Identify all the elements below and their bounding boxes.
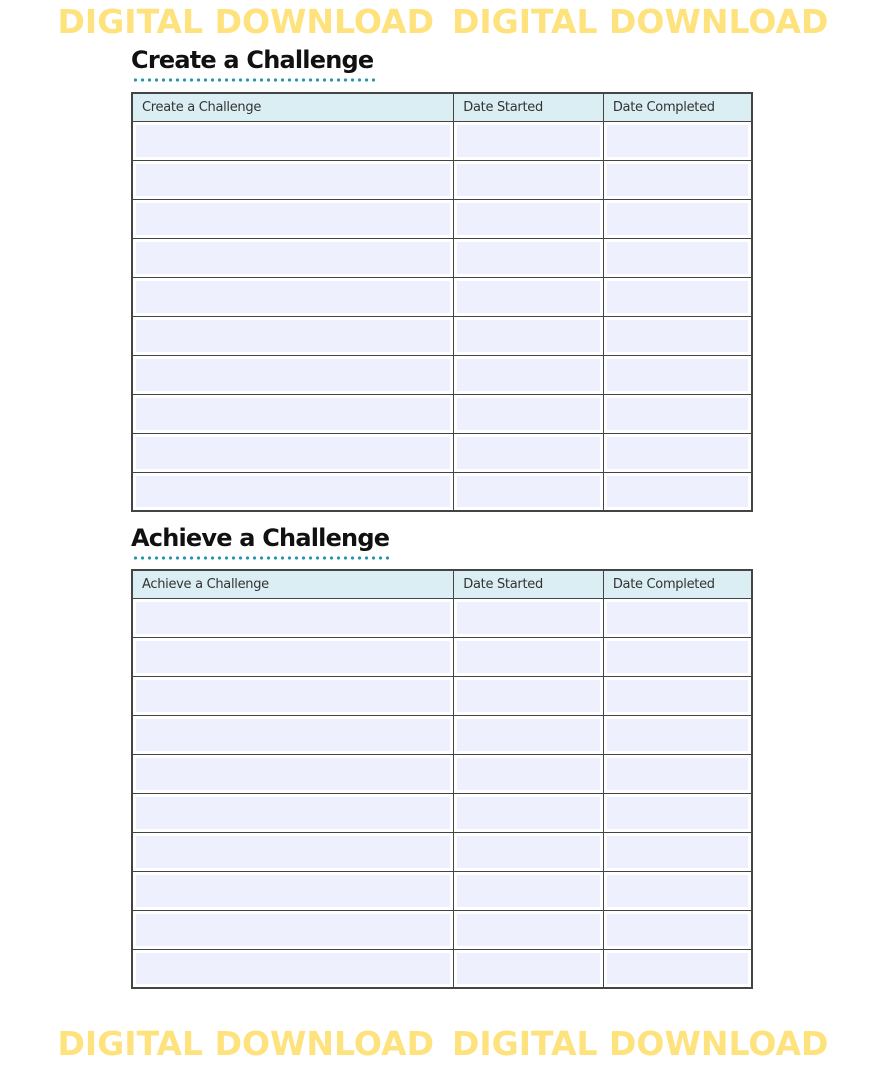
challenge-field[interactable] [136, 437, 450, 469]
watermark-text: DIGITAL DOWNLOAD [57, 2, 434, 41]
table-cell [454, 277, 604, 316]
table-cell [454, 910, 604, 949]
date-started-field[interactable] [457, 719, 600, 751]
challenge-field[interactable] [136, 875, 450, 907]
table-cell [603, 793, 752, 832]
achieve-challenge-table [131, 569, 753, 989]
table-cell [454, 433, 604, 472]
table-cell [603, 160, 752, 199]
challenge-field[interactable] [136, 125, 450, 157]
date-started-field[interactable] [457, 320, 600, 352]
challenge-field[interactable] [136, 203, 450, 235]
table-row [132, 715, 752, 754]
table-row [132, 121, 752, 160]
challenge-field[interactable] [136, 242, 450, 274]
table-cell [132, 238, 454, 277]
table-cell [603, 277, 752, 316]
table-cell [454, 949, 604, 988]
table-cell [454, 355, 604, 394]
watermark-top [0, 2, 886, 41]
table-cell [454, 472, 604, 511]
date-started-field[interactable] [457, 203, 600, 235]
table-row [132, 394, 752, 433]
watermark-text: DIGITAL DOWNLOAD [452, 2, 829, 41]
table-header-row [132, 570, 752, 598]
table-row [132, 238, 752, 277]
table-row [132, 199, 752, 238]
table-cell [454, 793, 604, 832]
watermark-bottom [0, 1024, 886, 1063]
table-cell [132, 910, 454, 949]
challenge-field[interactable] [136, 953, 450, 985]
challenge-field[interactable] [136, 602, 450, 634]
table-cell [132, 355, 454, 394]
table-cell [454, 637, 604, 676]
date-started-field[interactable] [457, 875, 600, 907]
challenge-field[interactable] [136, 719, 450, 751]
date-completed-field[interactable] [607, 320, 748, 352]
section-title-create: Create a Challenge [131, 46, 373, 78]
section-title-achieve: Achieve a Challenge [131, 524, 389, 556]
table-cell [132, 871, 454, 910]
table-row [132, 472, 752, 511]
table-row [132, 754, 752, 793]
date-completed-field[interactable] [607, 125, 748, 157]
table-cell [603, 754, 752, 793]
table-cell [132, 121, 454, 160]
table-cell [132, 754, 454, 793]
table-header-row [132, 93, 752, 121]
table-cell [603, 910, 752, 949]
table-cell [132, 433, 454, 472]
table-cell [132, 277, 454, 316]
date-started-field[interactable] [457, 914, 600, 946]
date-started-field[interactable] [457, 359, 600, 391]
table-cell [603, 355, 752, 394]
date-completed-field[interactable] [607, 398, 748, 430]
date-completed-field[interactable] [607, 797, 748, 829]
challenge-field[interactable] [136, 320, 450, 352]
table-row [132, 910, 752, 949]
date-started-field[interactable] [457, 602, 600, 634]
table-cell [603, 472, 752, 511]
table-cell [132, 160, 454, 199]
table-cell [454, 394, 604, 433]
table-cell [603, 238, 752, 277]
challenge-field[interactable] [136, 476, 450, 508]
table-row [132, 793, 752, 832]
challenge-field[interactable] [136, 398, 450, 430]
date-completed-field[interactable] [607, 242, 748, 274]
date-completed-field[interactable] [607, 758, 748, 790]
date-started-field[interactable] [457, 797, 600, 829]
table-row [132, 832, 752, 871]
table-row [132, 277, 752, 316]
date-started-field[interactable] [457, 437, 600, 469]
table-row [132, 871, 752, 910]
date-completed-field[interactable] [607, 680, 748, 712]
date-started-field[interactable] [457, 476, 600, 508]
date-started-field[interactable] [457, 641, 600, 673]
date-started-field[interactable] [457, 398, 600, 430]
header-date-started: Date Started [454, 93, 604, 121]
table-cell [603, 949, 752, 988]
table-cell [132, 394, 454, 433]
date-completed-field[interactable] [607, 164, 748, 196]
table-row [132, 433, 752, 472]
header-date-completed: Date Completed [603, 93, 752, 121]
table-cell [454, 676, 604, 715]
challenge-field[interactable] [136, 680, 450, 712]
challenge-field[interactable] [136, 797, 450, 829]
date-started-field[interactable] [457, 125, 600, 157]
table-cell [603, 637, 752, 676]
table-cell [454, 871, 604, 910]
table-row [132, 676, 752, 715]
date-started-field[interactable] [457, 164, 600, 196]
table-cell [454, 832, 604, 871]
table-cell [603, 598, 752, 637]
date-started-field[interactable] [457, 758, 600, 790]
table-cell [132, 472, 454, 511]
table-cell [132, 676, 454, 715]
header-challenge: Achieve a Challenge [132, 570, 454, 598]
table-cell [454, 754, 604, 793]
date-completed-field[interactable] [607, 641, 748, 673]
table-row [132, 355, 752, 394]
challenge-field[interactable] [136, 164, 450, 196]
date-started-field[interactable] [457, 680, 600, 712]
table-row [132, 598, 752, 637]
table-cell [454, 199, 604, 238]
table-cell [454, 316, 604, 355]
table-cell [603, 394, 752, 433]
table-cell [132, 598, 454, 637]
table-cell [603, 433, 752, 472]
table-cell [454, 598, 604, 637]
date-completed-field[interactable] [607, 875, 748, 907]
table-cell [603, 676, 752, 715]
table-cell [603, 871, 752, 910]
watermark-text: DIGITAL DOWNLOAD [452, 1024, 829, 1063]
challenge-field[interactable] [136, 641, 450, 673]
date-started-field[interactable] [457, 836, 600, 868]
challenge-field[interactable] [136, 836, 450, 868]
date-completed-field[interactable] [607, 476, 748, 508]
date-completed-field[interactable] [607, 437, 748, 469]
challenge-field[interactable] [136, 359, 450, 391]
date-completed-field[interactable] [607, 359, 748, 391]
table-cell [132, 637, 454, 676]
date-completed-field[interactable] [607, 719, 748, 751]
challenge-field[interactable] [136, 914, 450, 946]
date-started-field[interactable] [457, 281, 600, 313]
create-challenge-table [131, 92, 753, 512]
table-cell [454, 238, 604, 277]
date-completed-field[interactable] [607, 203, 748, 235]
table-cell [603, 715, 752, 754]
table-cell [132, 199, 454, 238]
table-cell [132, 316, 454, 355]
table-row [132, 316, 752, 355]
table-cell [603, 121, 752, 160]
date-completed-field[interactable] [607, 914, 748, 946]
header-challenge: Create a Challenge [132, 93, 454, 121]
table-cell [454, 715, 604, 754]
date-started-field[interactable] [457, 242, 600, 274]
table-cell [603, 832, 752, 871]
date-completed-field[interactable] [607, 836, 748, 868]
table-cell [132, 715, 454, 754]
table-cell [132, 793, 454, 832]
header-date-started: Date Started [454, 570, 604, 598]
date-completed-field[interactable] [607, 281, 748, 313]
header-date-completed: Date Completed [603, 570, 752, 598]
table-row [132, 160, 752, 199]
date-completed-field[interactable] [607, 602, 748, 634]
watermark-text: DIGITAL DOWNLOAD [57, 1024, 434, 1063]
table-cell [132, 949, 454, 988]
table-row [132, 949, 752, 988]
date-started-field[interactable] [457, 953, 600, 985]
challenge-field[interactable] [136, 758, 450, 790]
table-cell [454, 160, 604, 199]
table-row [132, 637, 752, 676]
challenge-field[interactable] [136, 281, 450, 313]
table-cell [132, 832, 454, 871]
table-cell [454, 121, 604, 160]
table-cell [603, 199, 752, 238]
date-completed-field[interactable] [607, 953, 748, 985]
table-cell [603, 316, 752, 355]
